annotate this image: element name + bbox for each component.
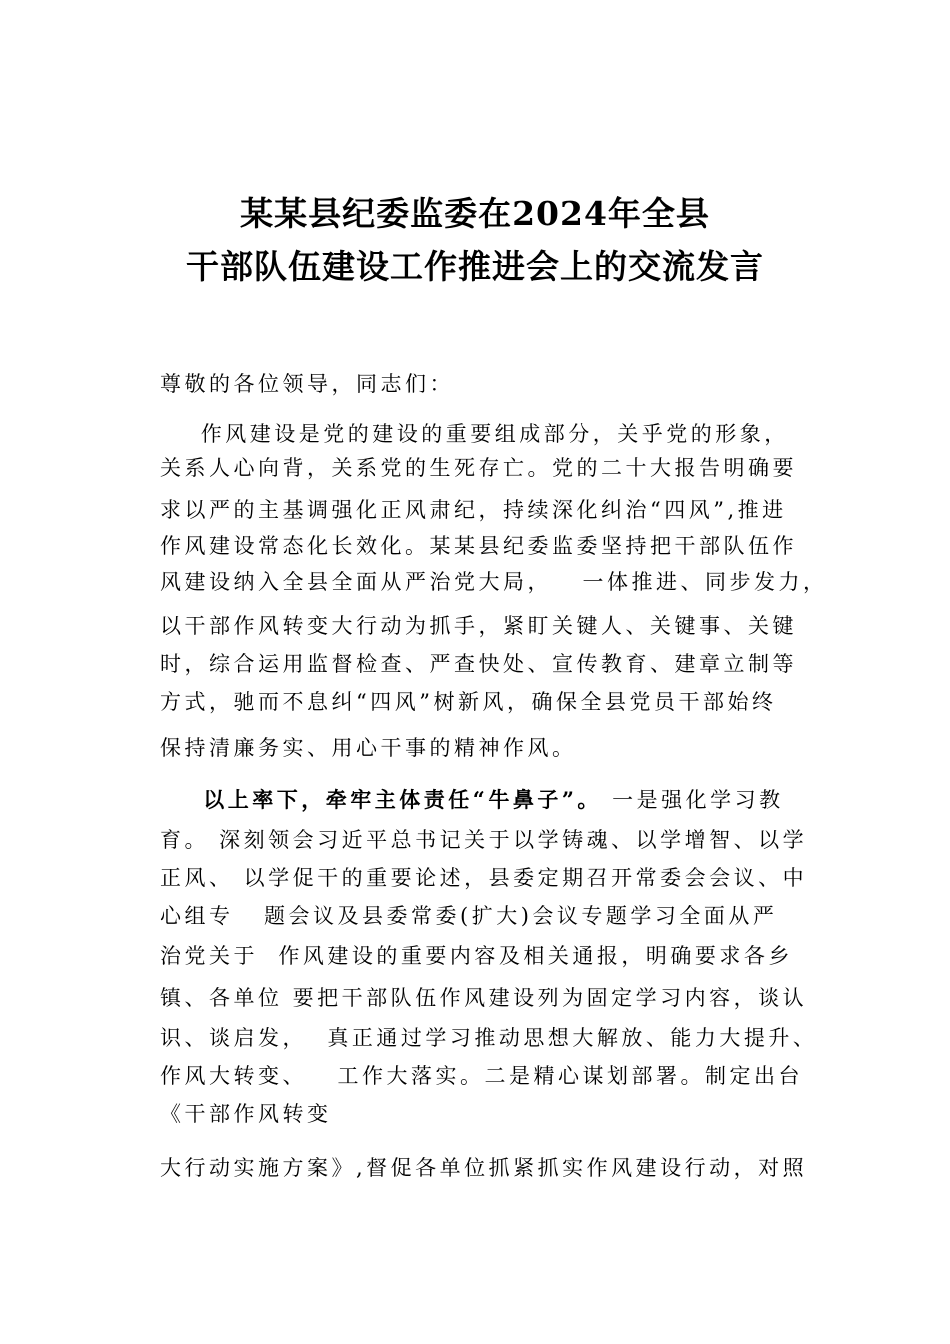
- salutation: 尊敬的各位领导，同志们：: [160, 372, 454, 396]
- paragraph-1-line: 时，综合运用监督检查、严查快处、宣传教育、建章立制等: [160, 652, 797, 676]
- paragraph-2-heading-rest: 一是强化学习教: [601, 788, 784, 812]
- paragraph-2-line: 育。 深刻领会习近平总书记关于以学铸魂、以学增智、以学: [160, 828, 808, 852]
- document-title-line-1: 某某县纪委监委在2024年全县: [240, 194, 710, 233]
- paragraph-2-line: 大行动实施方案》,督促各单位抓紧抓实作风建设行动，对照: [160, 1156, 808, 1180]
- paragraph-2-line: 心组专 题会议及县委常委(扩大)会议专题学习全面从严: [160, 904, 778, 928]
- paragraph-2-line: 识、谈启发， 真正通过学习推动思想大解放、能力大提升、: [160, 1026, 818, 1050]
- paragraph-1-line: 以干部作风转变大行动为抓手，紧盯关键人、关键事、关键: [160, 614, 797, 638]
- paragraph-2-heading: 以上率下，牵牢主体责任“牛鼻子”。: [160, 787, 602, 812]
- paragraph-2-line: 治党关于 作风建设的重要内容及相关通报，明确要求各乡: [160, 944, 793, 968]
- document-title-line-2: 干部队伍建设工作推进会上的交流发言: [186, 247, 764, 286]
- paragraph-2-line: 正风、 以学促干的重要论述，县委定期召开常委会会议、中: [160, 866, 808, 890]
- paragraph-1-line: 方式，驰而不息纠“四风”树新风，确保全县党员干部始终: [160, 690, 777, 714]
- paragraph-2-line: 镇、各单位 要把干部队伍作风建设列为固定学习内容，谈认: [160, 986, 808, 1010]
- paragraph-1-line: 作风建设是党的建设的重要组成部分，关乎党的形象，: [160, 422, 789, 446]
- paragraph-1-line: 关系人心向背，关系党的生死存亡。党的二十大报告明确要: [160, 456, 797, 480]
- paragraph-2-line: 作风大转变、 工作大落实。二是精心谋划部署。制定出台: [160, 1064, 804, 1088]
- paragraph-2-first-line: [160, 786, 784, 814]
- paragraph-1-line: 求以严的主基调强化正风肃纪，持续深化纠治“四风”,推进: [160, 498, 787, 522]
- paragraph-1-line: 保持清廉务实、用心干事的精神作风。: [160, 736, 577, 760]
- paragraph-1-line: 风建设纳入全县全面从严治党大局， 一体推进、同步发力，: [160, 570, 828, 594]
- paragraph-2-line: 《干部作风转变: [160, 1102, 332, 1126]
- paragraph-1-line: 作风建设常态化长效化。某某县纪委监委坚持把干部队伍作: [160, 534, 797, 558]
